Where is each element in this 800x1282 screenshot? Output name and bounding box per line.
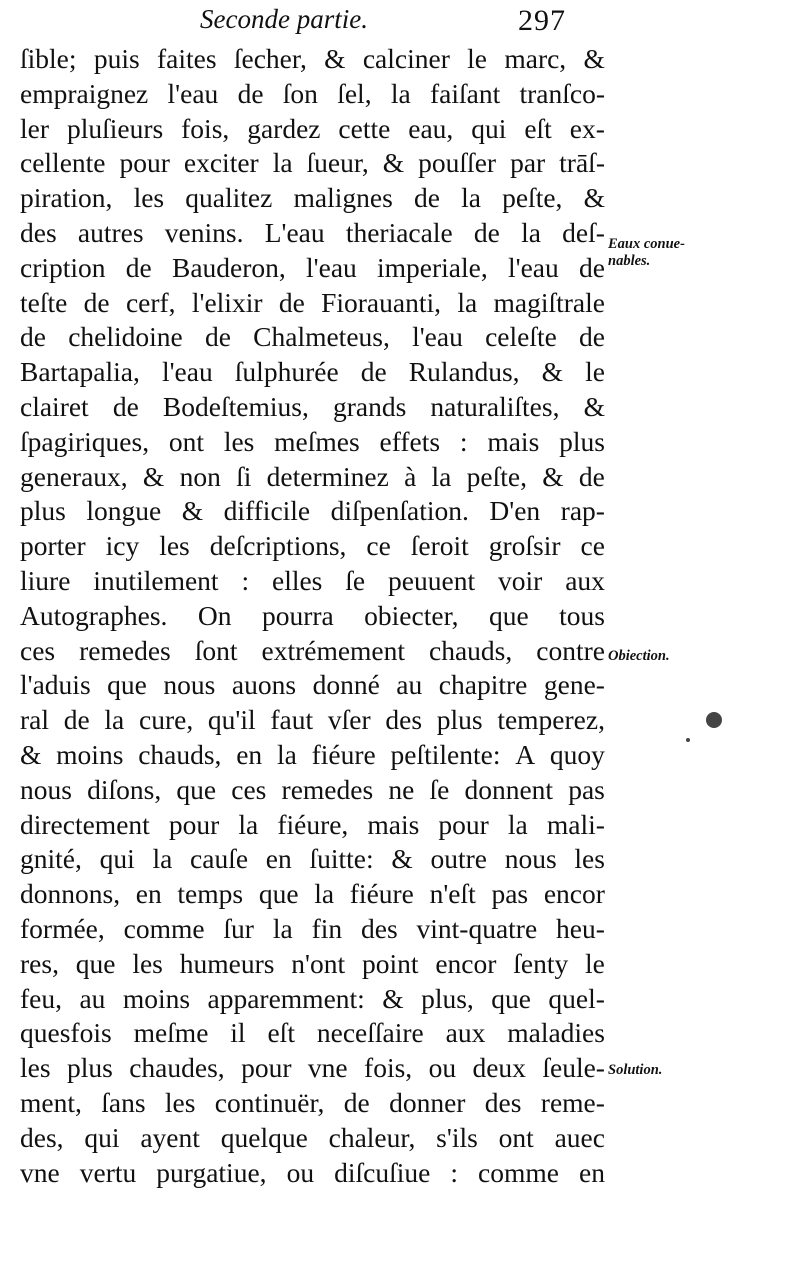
text-line: cellente pour exciter la ſueur, & pouſſer par trāſ- [20,147,605,179]
text-line: gnité, qui la cauſe en ſuitte: & outre nous les [20,843,605,875]
margin-note-line: nables. [608,253,651,269]
running-header [190,4,610,40]
text-line: empraignez l'eau de ſon ſel, la faiſant tranſco- [20,77,605,109]
header-title: Seconde partie. [200,4,368,34]
text-line: nous diſons, que ces remedes ne ſe donnent pas [20,773,605,805]
text-line: l'aduis que nous auons donné au chapitre gene- [20,669,605,701]
text-line: & moins chauds, en la fiéure peſtilente: A quoy [20,738,605,770]
text-line: clairet de Bodeſtemius, grands naturaliſtes, & [20,390,605,422]
text-line: ſpagiriques, ont les meſmes effets : mais plus [20,425,605,457]
text-line: liure inutilement : elles ſe peuuent voir aux [20,564,605,596]
text-line: ces remedes ſont extrémement chauds, contre [20,634,605,666]
text-line: generaux, & non ſi determinez à la peſte, & de [20,460,605,492]
text-line: plus longue & difficile diſpenſation. D'en rap- [20,495,605,527]
margin-note-obiection: Obiection. [608,648,670,664]
text-line: Autographes. On pourra obiecter, que tous [20,599,605,631]
text-line: directement pour la fiéure, mais pour la mali- [20,808,605,840]
text-line: formée, comme ſur la fin des vint-quatre heu- [20,912,605,944]
text-line: ſible; puis faites ſecher, & calciner le marc, & [20,43,605,74]
text-line: de chelidoine de Chalmeteus, l'eau celeſte de [20,321,605,353]
text-line: quesfois meſme il eſt neceſſaire aux maladies [20,1017,605,1049]
text-line: ment, ſans les continuër, de donner des reme- [20,1086,605,1118]
margin-note-line: Eaux conue- [608,236,685,252]
text-line: des autres venins. L'eau theriacale de la deſ- [20,216,605,248]
text-line: cription de Bauderon, l'eau imperiale, l'eau de [20,251,605,283]
page-number: 297 [518,4,566,37]
body-text [20,42,605,1190]
text-line: ral de la cure, qu'il faut vſer des plus temperez, [20,704,605,736]
text-line: ler pluſieurs fois, gardez cette eau, qui eſt ex- [20,112,605,144]
text-line: teſte de cerf, l'elixir de Fiorauanti, la magiſtrale [20,286,605,318]
text-line: piration, les qualitez malignes de la peſte, & [20,182,605,214]
text-line: des, qui ayent quelque chaleur, s'ils ont auec [20,1121,605,1153]
text-line: vne vertu purgatiue, ou diſcuſiue : comme en [20,1156,605,1188]
text-line: res, que les humeurs n'ont point encor ſenty le [20,947,605,979]
text-line: porter icy les deſcriptions, ce ſeroit groſsir ce [20,530,605,562]
text-line: Bartapalia, l'eau ſulphurée de Rulandus, & le [20,356,605,388]
margin-note-solution: Solution. [608,1062,663,1078]
margin-note-eaux [608,236,685,270]
ink-speck [686,738,690,742]
text-line: les plus chaudes, pour vne fois, ou deux ſeule- [20,1052,605,1084]
text-line: donnons, en temps que la fiéure n'eſt pas encor [20,878,605,910]
text-line: feu, au moins apparemment: & plus, que quel- [20,982,605,1014]
ink-blot [706,712,722,728]
